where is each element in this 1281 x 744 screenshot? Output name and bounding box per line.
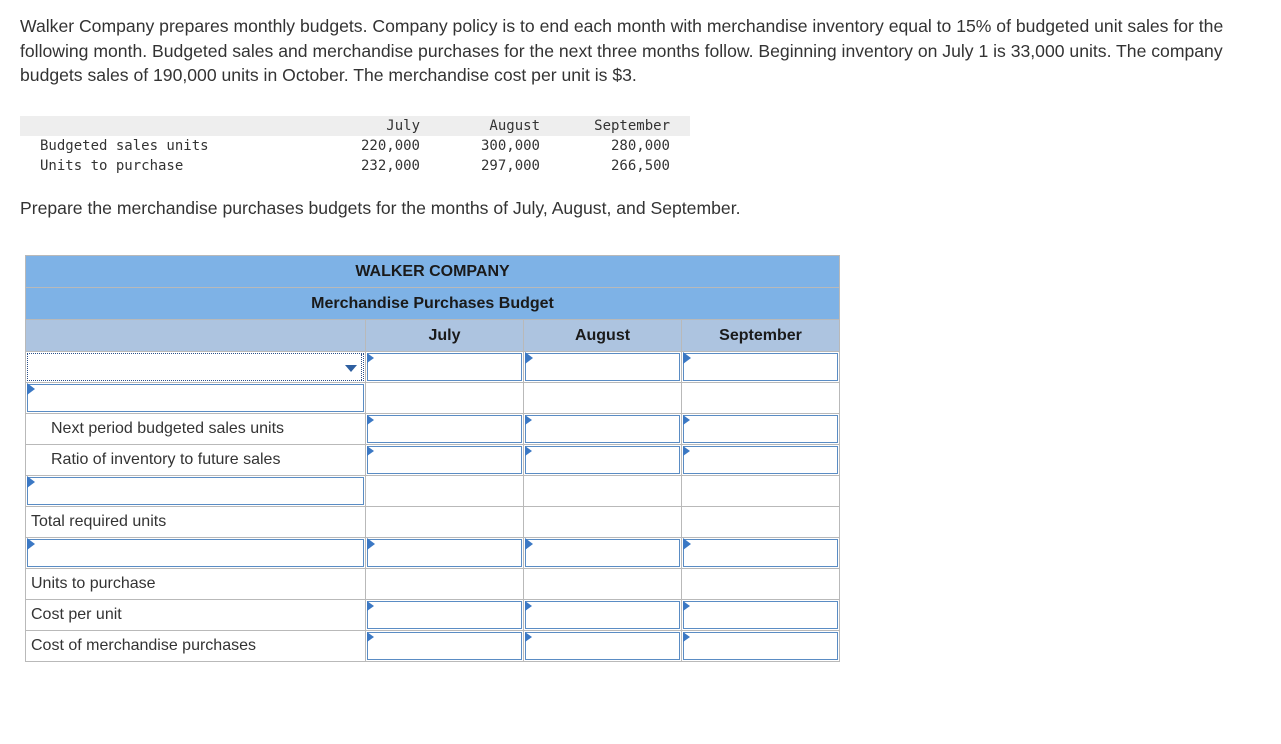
row-label: Cost per unit: [26, 600, 366, 631]
budget-company-row: [26, 256, 840, 288]
input-flag-icon: [683, 352, 691, 364]
amount-input-july[interactable]: [367, 446, 522, 474]
input-flag-icon: [27, 476, 35, 488]
amount-input-july[interactable]: [367, 539, 522, 567]
row-label-dropdown[interactable]: [26, 352, 366, 383]
budget-row: [26, 569, 840, 600]
row-label: Ratio of inventory to future sales: [26, 445, 366, 476]
given-value: 280,000: [610, 138, 670, 154]
amount-input-july[interactable]: [367, 632, 522, 660]
row-label-input[interactable]: [27, 384, 364, 412]
given-header-august: August: [420, 116, 540, 136]
row-label: Next period budgeted sales units: [26, 414, 366, 445]
input-flag-icon: [525, 352, 533, 364]
input-flag-icon: [525, 538, 533, 550]
given-header-july: July: [283, 116, 420, 136]
amount-input-september[interactable]: [683, 632, 838, 660]
budget-column-header-row: [26, 320, 840, 352]
input-flag-icon: [525, 415, 532, 425]
budget-row: [26, 476, 840, 507]
given-label: Budgeted sales units: [40, 138, 209, 154]
amount-input-august[interactable]: [525, 601, 680, 629]
amount-input-july[interactable]: [367, 415, 522, 443]
budget-row: [26, 507, 840, 538]
budget-title-row: [26, 288, 840, 320]
amount-input-august[interactable]: [525, 632, 680, 660]
amount-input-august[interactable]: [525, 539, 680, 567]
chevron-down-icon[interactable]: [345, 365, 357, 372]
given-data-table: [20, 116, 690, 176]
amount-input-july[interactable]: [367, 601, 522, 629]
budget-row: [26, 538, 840, 569]
input-flag-icon: [367, 353, 374, 363]
given-value: 220,000: [360, 138, 420, 154]
amount-input-september[interactable]: [683, 415, 838, 443]
label-select[interactable]: [27, 353, 364, 381]
problem-statement: Walker Company prepares monthly budgets. Company policy is to end each month with merchandise inventory equal to 15% of budgeted unit sales for the following month. Budgeted sales and merchandise purchases for the next three months follow. Beginning inventory on July 1 is 33,000 units. The company budgets sales of 190,000 units in October. The merchandise cost per unit is $3.: [20, 16, 1224, 85]
row-label-input[interactable]: [27, 477, 364, 505]
input-flag-icon: [683, 415, 690, 425]
budget-row: [26, 414, 840, 445]
given-label: Units to purchase: [40, 158, 184, 174]
row-label: Units to purchase: [26, 569, 366, 600]
input-flag-icon: [27, 538, 35, 550]
input-flag-icon: [525, 632, 532, 642]
column-header-july: July: [366, 320, 524, 352]
input-flag-icon: [683, 446, 690, 456]
input-flag-icon: [683, 601, 690, 611]
budget-title: Merchandise Purchases Budget: [26, 288, 840, 320]
amount-input-july[interactable]: [367, 353, 522, 381]
budget-row: [26, 383, 840, 414]
input-flag-icon: [525, 446, 532, 456]
input-flag-icon: [525, 601, 532, 611]
given-value: 297,000: [480, 158, 540, 174]
input-flag-icon: [683, 538, 691, 550]
input-flag-icon: [27, 383, 35, 395]
input-flag-icon: [367, 538, 375, 550]
given-value: 232,000: [360, 158, 420, 174]
row-label-input[interactable]: [27, 539, 364, 567]
row-label: Total required units: [26, 507, 366, 538]
amount-input-september[interactable]: [683, 601, 838, 629]
input-flag-icon: [367, 632, 374, 642]
input-flag-icon: [683, 632, 690, 642]
given-header-row: [20, 116, 690, 136]
input-flag-icon: [367, 601, 374, 611]
budget-row: [26, 445, 840, 476]
amount-input-september[interactable]: [683, 446, 838, 474]
amount-input-september[interactable]: [683, 539, 838, 567]
instruction-text: Prepare the merchandise purchases budgets for the months of July, August, and September.: [20, 198, 741, 218]
budget-row: [26, 352, 840, 383]
budget-company: WALKER COMPANY: [26, 256, 840, 288]
input-flag-icon: [367, 446, 374, 456]
given-row-purchase: [20, 156, 690, 176]
amount-input-august[interactable]: [525, 415, 680, 443]
purchases-budget-table: [25, 255, 840, 662]
given-value: 300,000: [480, 138, 540, 154]
input-flag-icon: [367, 415, 374, 425]
amount-input-august[interactable]: [525, 446, 680, 474]
budget-row: [26, 600, 840, 631]
given-header-september: September: [540, 116, 690, 136]
given-value: 266,500: [610, 158, 670, 174]
row-label: Cost of merchandise purchases: [26, 631, 366, 662]
column-header-august: August: [524, 320, 682, 352]
column-header-september: September: [682, 320, 840, 352]
amount-input-august[interactable]: [525, 353, 680, 381]
amount-input-september[interactable]: [683, 353, 838, 381]
given-row-sales: [20, 136, 690, 156]
budget-row: [26, 631, 840, 662]
